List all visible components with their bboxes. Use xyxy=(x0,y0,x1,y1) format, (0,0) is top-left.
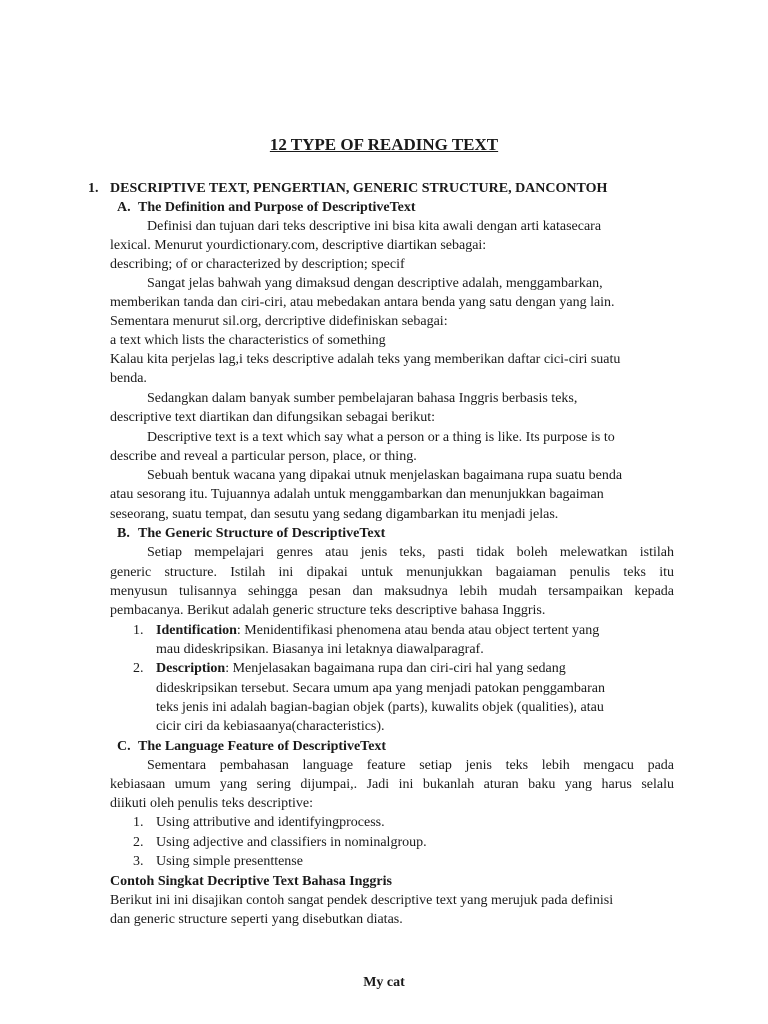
list-number: 3. xyxy=(133,854,144,869)
paragraph-line: diikuti oleh penulis teks descriptive: xyxy=(110,796,313,811)
list-text: teks jenis ini adalah bagian-bagian objek (parts), kuwalits objek (qualities), atau xyxy=(156,700,604,715)
paragraph-line: describing; of or characterized by description; specif xyxy=(110,257,405,272)
paragraph-line: descriptive text diartikan dan difungsikan sebagai berikut: xyxy=(110,410,436,425)
paragraph-line: Sementara pembahasan language feature setiap jenis teks lebih mengacu pada xyxy=(147,758,674,773)
paragraph-line: benda. xyxy=(110,371,147,386)
list-item xyxy=(156,660,566,678)
paragraph-line: a text which lists the characteristics of something xyxy=(110,333,386,348)
list-number: 1. xyxy=(133,623,144,638)
paragraph-line: Sebuah bentuk wacana yang dipakai utnuk menjelaskan bagaimana rupa suatu benda xyxy=(147,468,623,483)
list-text: Using simple presenttense xyxy=(156,854,303,869)
paragraph-line: Sementara menurut sil.org, dercriptive didefiniskan sebagai: xyxy=(110,314,448,329)
paragraph-line: atau sesorang itu. Tujuannya adalah untuk menggambarkan dan menunjukkan bagaiman xyxy=(110,487,604,502)
document-title: 12 TYPE OF READING TEXT xyxy=(269,135,499,154)
paragraph-line: lexical. Menurut yourdictionary.com, descriptive diartikan sebagai: xyxy=(110,238,487,253)
subsection-heading: The Definition and Purpose of DescriptiveText xyxy=(138,200,416,215)
paragraph-line: generic structure. Istilah ini dipakai untuk menunjukkan bagaiaman penulis teks itu xyxy=(110,565,674,580)
list-text: Using attributive and identifyingprocess. xyxy=(156,815,385,830)
subsection-letter: A. xyxy=(117,200,131,215)
list-term: Identification xyxy=(156,623,237,638)
paragraph-line: describe and reveal a particular person, place, or thing. xyxy=(110,449,417,464)
example-title: My cat xyxy=(363,975,405,990)
section-heading: DESCRIPTIVE TEXT, PENGERTIAN, GENERIC STRUCTURE, DANCONTOH xyxy=(110,181,608,196)
list-number: 1. xyxy=(133,815,144,830)
subsection-letter: C. xyxy=(117,739,131,754)
paragraph-line: Sangat jelas bahwah yang dimaksud dengan descriptive adalah, menggambarkan, xyxy=(147,276,603,291)
subsection-heading: The Language Feature of DescriptiveText xyxy=(138,739,387,754)
paragraph-line: Definisi dan tujuan dari teks descriptive ini bisa kita awali dengan arti katasecara xyxy=(147,219,602,234)
list-text: Using adjective and classifiers in nominalgroup. xyxy=(156,835,427,850)
paragraph-line: memberikan tanda dan ciri-ciri, atau mebedakan antara benda yang satu dengan yang lain. xyxy=(110,295,615,310)
list-text: : Menidentifikasi phenomena atau benda atau object tertent yang xyxy=(236,623,600,638)
paragraph-line: dan generic structure seperti yang disebutkan diatas. xyxy=(110,912,403,927)
list-text: dideskripsikan tersebut. Secara umum apa yang menjadi patokan penggambaran xyxy=(156,681,606,696)
paragraph-line: Sedangkan dalam banyak sumber pembelajaran bahasa Inggris berbasis teks, xyxy=(147,391,578,406)
paragraph-line: seseorang, suatu tempat, dan sesutu yang sedang digambarkan itu menjadi jelas. xyxy=(110,507,559,522)
list-text: mau dideskripsikan. Biasanya ini letaknya diawalparagraf. xyxy=(156,642,484,657)
list-number: 2. xyxy=(133,661,144,676)
paragraph-line: menyusun tulisannya sehingga pesan dan maksudnya lebih mudah tersampaikan kepada xyxy=(110,584,674,599)
section-number: 1. xyxy=(88,181,99,196)
paragraph-line: Descriptive text is a text which say what a person or a thing is like. Its purpose is to xyxy=(147,430,615,445)
paragraph-line: Kalau kita perjelas lag,i teks descriptive adalah teks yang memberikan daftar cici-ciri suatu xyxy=(110,352,621,367)
list-term: Description xyxy=(156,661,226,676)
list-text: : Menjelasakan bagaimana rupa dan ciri-ciri hal yang sedang xyxy=(225,661,566,676)
example-heading: Contoh Singkat Decriptive Text Bahasa Inggris xyxy=(110,874,392,889)
subsection-letter: B. xyxy=(117,526,130,541)
paragraph-line: Berikut ini ini disajikan contoh sangat pendek descriptive text yang merujuk pada definisi xyxy=(110,893,614,908)
paragraph-line: pembacanya. Berikut adalah generic structure teks descriptive bahasa Inggris. xyxy=(110,603,546,618)
list-text: cicir ciri da kebiasaanya(characteristics). xyxy=(156,719,385,734)
paragraph-line: Setiap mempelajari genres atau jenis teks, pasti tidak boleh melewatkan istilah xyxy=(147,545,674,560)
paragraph-line: kebiasaan umum yang sering dijumpai,. Jadi ini bukanlah aturan baku yang harus selalu xyxy=(110,777,674,792)
list-item xyxy=(156,622,599,640)
list-number: 2. xyxy=(133,835,144,850)
subsection-heading: The Generic Structure of DescriptiveText xyxy=(138,526,386,541)
